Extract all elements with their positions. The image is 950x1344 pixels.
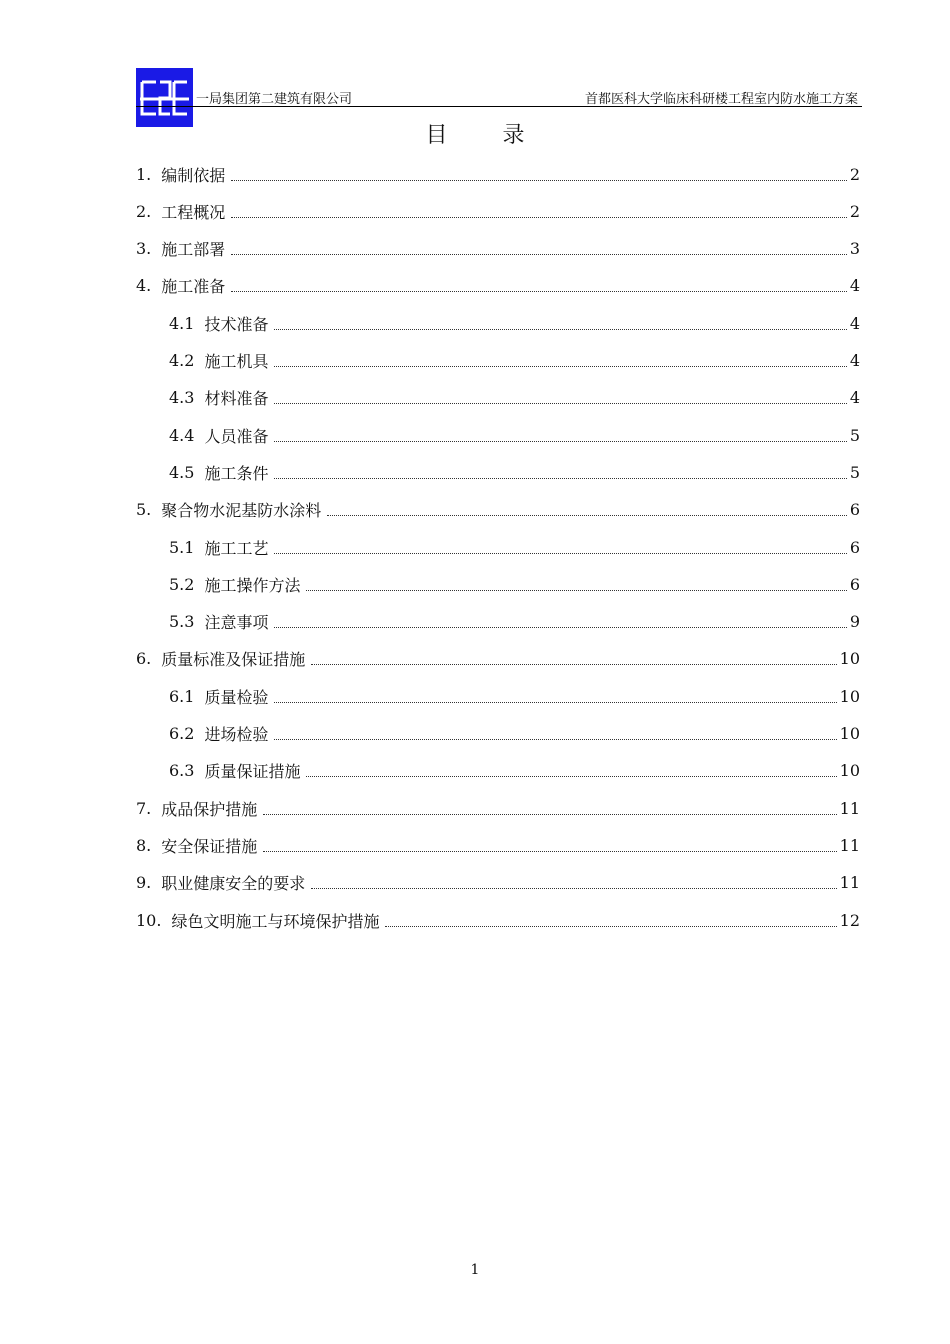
toc-entry-label: 质量检验 — [204, 687, 269, 707]
toc-dot-leader — [231, 156, 847, 181]
toc-entry-page: 10 — [839, 649, 860, 669]
toc-entry-number: 8. — [136, 835, 152, 855]
toc-entry-number: 1. — [136, 164, 152, 184]
toc-entry-label: 绿色文明施工与环境保护措施 — [171, 911, 380, 931]
toc-entry-label: 职业健康安全的要求 — [161, 874, 306, 894]
toc-entry[interactable] — [169, 610, 860, 634]
toc-entry-page: 9 — [849, 612, 860, 632]
toc-entry-page: 5 — [849, 462, 860, 482]
toc-dot-leader — [274, 417, 846, 442]
toc-entry-page: 4 — [849, 313, 860, 333]
toc-entry[interactable] — [169, 311, 860, 335]
toc-entry-label: 施工准备 — [161, 277, 226, 297]
toc-entry-number: 4.2 — [169, 351, 195, 370]
toc-entry-page: 11 — [839, 835, 860, 855]
toc-entry[interactable] — [169, 759, 860, 783]
toc-dot-leader — [311, 640, 836, 665]
toc-entry-label: 施工条件 — [204, 463, 269, 483]
toc-entry[interactable] — [136, 162, 860, 186]
toc-entry-label: 聚合物水泥基防水涂料 — [161, 501, 322, 521]
toc-entry[interactable] — [136, 796, 860, 820]
toc-entry-label: 质量保证措施 — [204, 762, 301, 782]
toc-entry[interactable] — [136, 833, 860, 857]
toc-entry-page: 11 — [839, 873, 860, 893]
toc-dot-leader — [385, 902, 836, 927]
toc-entry[interactable] — [136, 199, 860, 223]
toc-entry[interactable] — [136, 908, 860, 932]
toc-entry[interactable] — [136, 237, 860, 261]
toc-entry[interactable] — [169, 423, 860, 447]
toc-entry-number: 5. — [136, 500, 152, 520]
toc-entry-number: 2. — [136, 201, 152, 221]
toc-entry-page: 11 — [839, 798, 860, 818]
company-name: 一局集团第二建筑有限公司 — [196, 92, 353, 107]
toc-title: 目 录 — [425, 123, 549, 148]
toc-entry[interactable] — [136, 871, 860, 895]
toc-entry[interactable] — [169, 684, 860, 708]
toc-entry-number: 9. — [136, 873, 152, 893]
toc-dot-leader — [263, 827, 836, 852]
toc-entry[interactable] — [169, 386, 860, 410]
toc-entry-label: 工程概况 — [161, 202, 226, 222]
toc-entry-number: 5.3 — [169, 612, 195, 632]
toc-entry-label: 注意事项 — [204, 613, 269, 633]
toc-entry[interactable] — [136, 274, 860, 298]
toc-entry-number: 6. — [136, 649, 152, 669]
toc-dot-leader — [231, 267, 847, 292]
toc-dot-leader — [306, 752, 836, 777]
project-title: 首都医科大学临床科研楼工程室内防水施工方案 — [584, 92, 858, 107]
toc-entry-number: 4.5 — [169, 462, 195, 482]
toc-entry-number: 5.2 — [169, 574, 195, 594]
toc-entry-page: 4 — [849, 388, 860, 408]
toc-entry[interactable] — [169, 460, 860, 484]
toc-dot-leader — [263, 790, 836, 815]
toc-entry-label: 施工操作方法 — [204, 575, 301, 595]
toc-entry-number: 3. — [136, 239, 152, 259]
toc-entry-page: 6 — [849, 537, 860, 557]
toc-entry-label: 施工机具 — [204, 352, 269, 371]
toc-dot-leader — [327, 491, 847, 516]
toc-entry-label: 人员准备 — [204, 426, 269, 446]
toc-entry-page: 10 — [839, 686, 860, 706]
toc-dot-leader — [306, 566, 846, 591]
toc-entry-number: 4. — [136, 276, 152, 296]
toc-entry-number: 6.1 — [169, 686, 195, 706]
toc-entry-number: 6.3 — [169, 761, 195, 781]
toc-entry-label: 施工工艺 — [204, 538, 269, 558]
toc-entry-label: 安全保证措施 — [161, 836, 258, 856]
toc-dot-leader — [274, 342, 846, 367]
toc-dot-leader — [274, 603, 846, 628]
toc-entry-page: 5 — [849, 425, 860, 445]
toc-entry-label: 进场检验 — [204, 725, 269, 744]
toc-entry-number: 10. — [136, 910, 162, 930]
toc-dot-leader — [311, 864, 836, 889]
toc-entry-page: 2 — [849, 164, 860, 184]
toc-dot-leader — [274, 678, 836, 703]
toc-entry-page: 3 — [849, 239, 860, 259]
toc-entry-page: 12 — [839, 910, 860, 930]
toc-entry-label: 质量标准及保证措施 — [161, 650, 306, 670]
toc-entry-label: 材料准备 — [204, 389, 269, 409]
toc-entry[interactable] — [136, 498, 860, 522]
toc-entry-page: 2 — [849, 201, 860, 221]
toc-entry-page: 4 — [849, 351, 860, 370]
toc-dot-leader — [274, 529, 846, 554]
toc-entry-number: 5.1 — [169, 537, 195, 557]
toc-entry-page: 4 — [849, 276, 860, 296]
toc-entry-number: 4.4 — [169, 425, 195, 445]
toc-dot-leader — [274, 305, 846, 330]
toc-entry-page: 10 — [839, 724, 860, 743]
toc-entry-label: 施工部署 — [161, 240, 226, 260]
toc-dot-leader — [231, 193, 847, 218]
toc-entry-page: 10 — [839, 761, 860, 781]
toc-entry-number: 7. — [136, 798, 152, 818]
toc-entry-number: 6.2 — [169, 724, 195, 743]
toc-dot-leader — [231, 230, 847, 255]
toc-dot-leader — [274, 379, 846, 404]
toc-entry[interactable] — [136, 647, 860, 671]
toc-entry-label: 成品保护措施 — [161, 799, 258, 819]
toc-entry-number: 4.1 — [169, 313, 195, 333]
toc-entry[interactable] — [169, 349, 860, 373]
toc-dot-leader — [274, 454, 846, 479]
page-number: 1 — [470, 1262, 480, 1278]
toc-entry[interactable] — [169, 535, 860, 559]
toc-entry-page: 6 — [849, 574, 860, 594]
toc-entry[interactable] — [169, 722, 860, 746]
toc-entry-number: 4.3 — [169, 388, 195, 408]
toc-entry[interactable] — [169, 572, 860, 596]
toc-entry-page: 6 — [849, 500, 860, 520]
toc-entry-label: 编制依据 — [161, 165, 226, 185]
toc-dot-leader — [274, 715, 836, 740]
toc-entry-label: 技术准备 — [204, 314, 269, 334]
header-divider — [136, 106, 862, 107]
